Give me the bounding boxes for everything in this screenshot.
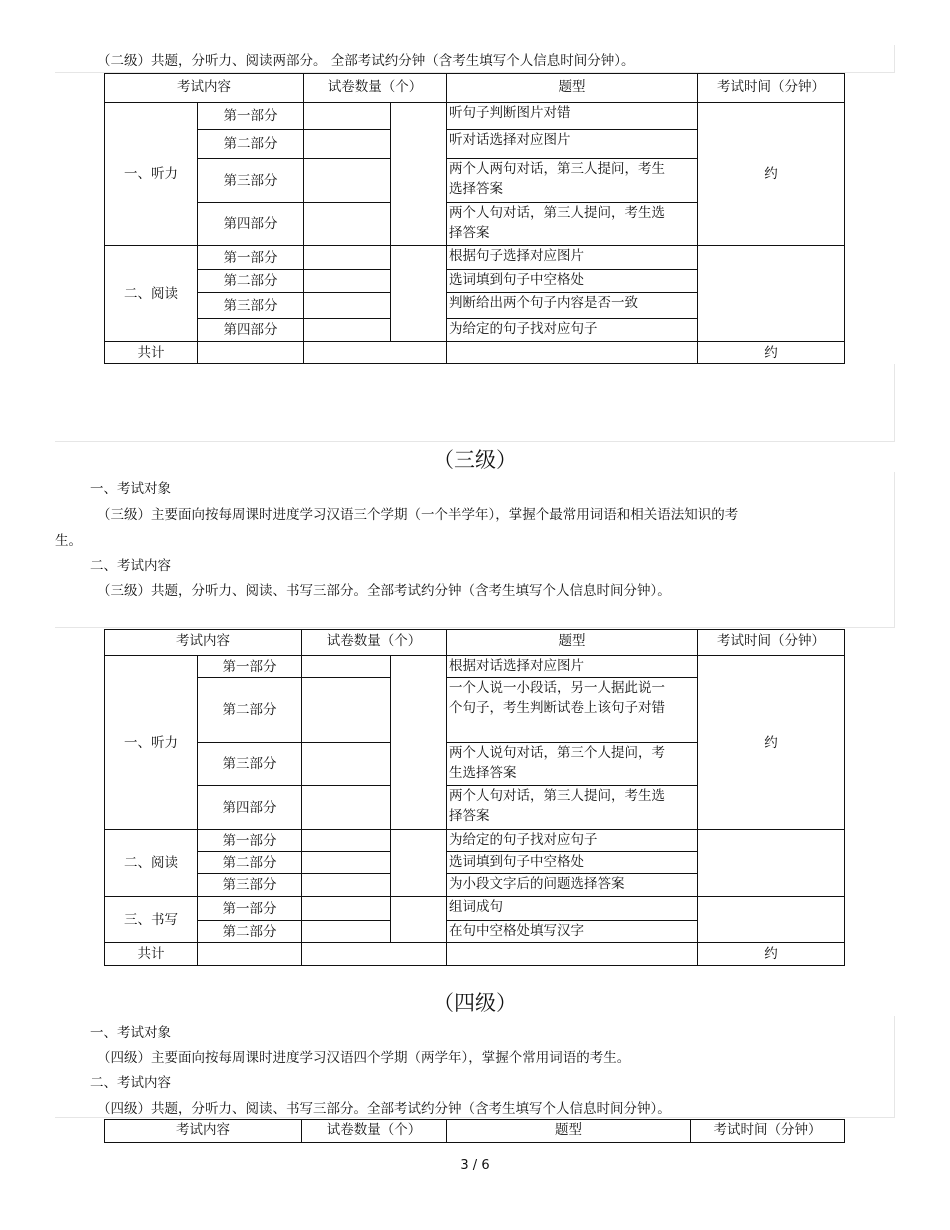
type-cell: 两个人两句对话，第三人提问，考生选择答案	[446, 158, 698, 203]
count-total-cell	[390, 245, 447, 342]
level3-object-text-cont: 生。	[55, 533, 82, 549]
type-cell: 为给定的句子找对应句子	[446, 318, 698, 342]
part-label: 第三部分	[197, 873, 302, 897]
level3-content-text: （三级）共题，分听力、阅读、书写三部分。全部考试约分钟（含考生填写个人信息时间分钟）。	[97, 583, 671, 599]
page-number: 3 / 6	[460, 1158, 490, 1173]
count-cell	[301, 920, 391, 943]
level3-title: （三级）	[433, 448, 517, 472]
part-label: 第四部分	[197, 785, 302, 830]
level4-content-text: （四级）共题，分听力、阅读、书写三部分。全部考试约分钟（含考生填写个人信息时间分钟）。	[97, 1101, 671, 1117]
time-cell	[697, 829, 845, 897]
type-cell: 两个人句对话，第三人提问，考生选择答案	[446, 202, 698, 246]
page-frame	[55, 472, 895, 628]
count-cell	[301, 873, 391, 897]
header-type: 题型	[446, 1119, 691, 1143]
type-cell: 听句子判断图片对错	[446, 102, 698, 130]
type-cell: 根据句子选择对应图片	[446, 245, 698, 270]
type-cell: 选词填到句子中空格处	[446, 269, 698, 293]
count-cell	[301, 655, 391, 678]
header-type: 题型	[446, 73, 698, 103]
count-cell	[303, 158, 391, 203]
type-cell: 听对话选择对应图片	[446, 129, 698, 159]
section-reading: 二、阅读	[104, 829, 198, 897]
total-cell	[197, 942, 302, 966]
count-cell	[301, 829, 391, 852]
count-cell	[301, 785, 391, 830]
count-cell	[301, 896, 391, 921]
count-cell	[301, 851, 391, 874]
header-type: 题型	[446, 629, 698, 656]
level3-object-heading: 一、考试对象	[90, 481, 171, 497]
header-time: 考试时间（分钟）	[697, 629, 845, 656]
level4-content-heading: 二、考试内容	[90, 1075, 171, 1091]
count-cell	[303, 129, 391, 159]
total-cell	[446, 942, 698, 966]
type-cell: 根据对话选择对应图片	[446, 655, 698, 678]
count-cell	[303, 245, 391, 270]
part-label: 第二部分	[197, 920, 302, 943]
level4-title: （四级）	[433, 991, 517, 1015]
part-label: 第一部分	[197, 245, 304, 270]
header-content: 考试内容	[104, 1119, 302, 1143]
part-label: 第一部分	[197, 829, 302, 852]
count-cell	[303, 102, 391, 130]
type-cell: 为给定的句子找对应句子	[446, 829, 698, 852]
time-cell	[697, 245, 845, 342]
part-label: 第一部分	[197, 102, 304, 130]
time-cell: 约	[697, 102, 845, 246]
total-cell	[446, 341, 698, 364]
type-cell: 两个人说句对话，第三个人提问，考生选择答案	[446, 742, 698, 786]
type-cell: 选词填到句子中空格处	[446, 851, 698, 874]
header-time: 考试时间（分钟）	[697, 73, 845, 103]
total-cell	[303, 341, 447, 364]
type-cell: 判断给出两个句子内容是否一致	[446, 292, 698, 319]
count-total-cell	[390, 896, 447, 943]
section-writing: 三、书写	[104, 896, 198, 943]
total-cell	[301, 942, 447, 966]
type-cell: 一个人说一小段话，另一人据此说一个句子，考生判断试卷上该句子对错	[446, 677, 698, 743]
type-cell: 两个人句对话，第三人提问，考生选择答案	[446, 785, 698, 830]
count-total-cell	[390, 102, 447, 246]
level2-intro: （二级）共题，分听力、阅读两部分。 全部考试约分钟（含考生填写个人信息时间分钟）。	[97, 53, 635, 69]
part-label: 第四部分	[197, 318, 304, 342]
total-cell	[197, 341, 304, 364]
total-label: 共计	[104, 942, 198, 966]
count-total-cell	[390, 655, 447, 830]
level3-object-text: （三级）主要面向按每周课时进度学习汉语三个学期（一个半学年），掌握个最常用词语和相关语法知识的考	[97, 507, 739, 523]
header-content: 考试内容	[104, 629, 302, 656]
level4-object-heading: 一、考试对象	[90, 1025, 171, 1041]
time-cell	[697, 896, 845, 943]
part-label: 第三部分	[197, 742, 302, 786]
count-cell	[301, 677, 391, 743]
part-label: 第四部分	[197, 202, 304, 246]
part-label: 第一部分	[197, 896, 302, 921]
count-total-cell	[390, 829, 447, 897]
section-listening: 一、听力	[104, 655, 198, 830]
total-time: 约	[697, 942, 845, 966]
part-label: 第二部分	[197, 851, 302, 874]
header-count: 试卷数量（个）	[301, 629, 447, 656]
type-cell: 组词成句	[446, 896, 698, 921]
time-cell: 约	[697, 655, 845, 830]
total-time: 约	[697, 341, 845, 364]
header-content: 考试内容	[104, 73, 304, 103]
level3-content-heading: 二、考试内容	[90, 558, 171, 574]
level4-object-text: （四级）主要面向按每周课时进度学习汉语四个学期（两学年），掌握个常用词语的考生。	[97, 1050, 631, 1066]
section-listening: 一、听力	[104, 102, 198, 246]
count-cell	[301, 742, 391, 786]
part-label: 第一部分	[197, 655, 302, 678]
total-label: 共计	[104, 341, 198, 364]
page-frame	[55, 364, 895, 442]
part-label: 第二部分	[197, 677, 302, 743]
type-cell: 在句中空格处填写汉字	[446, 920, 698, 943]
count-cell	[303, 269, 391, 293]
header-time: 考试时间（分钟）	[690, 1119, 845, 1143]
header-count: 试卷数量（个）	[301, 1119, 447, 1143]
count-cell	[303, 292, 391, 319]
type-cell: 为小段文字后的问题选择答案	[446, 873, 698, 897]
section-reading: 二、阅读	[104, 245, 198, 342]
part-label: 第二部分	[197, 129, 304, 159]
header-count: 试卷数量（个）	[303, 73, 447, 103]
part-label: 第三部分	[197, 292, 304, 319]
count-cell	[303, 202, 391, 246]
part-label: 第二部分	[197, 269, 304, 293]
count-cell	[303, 318, 391, 342]
part-label: 第三部分	[197, 158, 304, 203]
